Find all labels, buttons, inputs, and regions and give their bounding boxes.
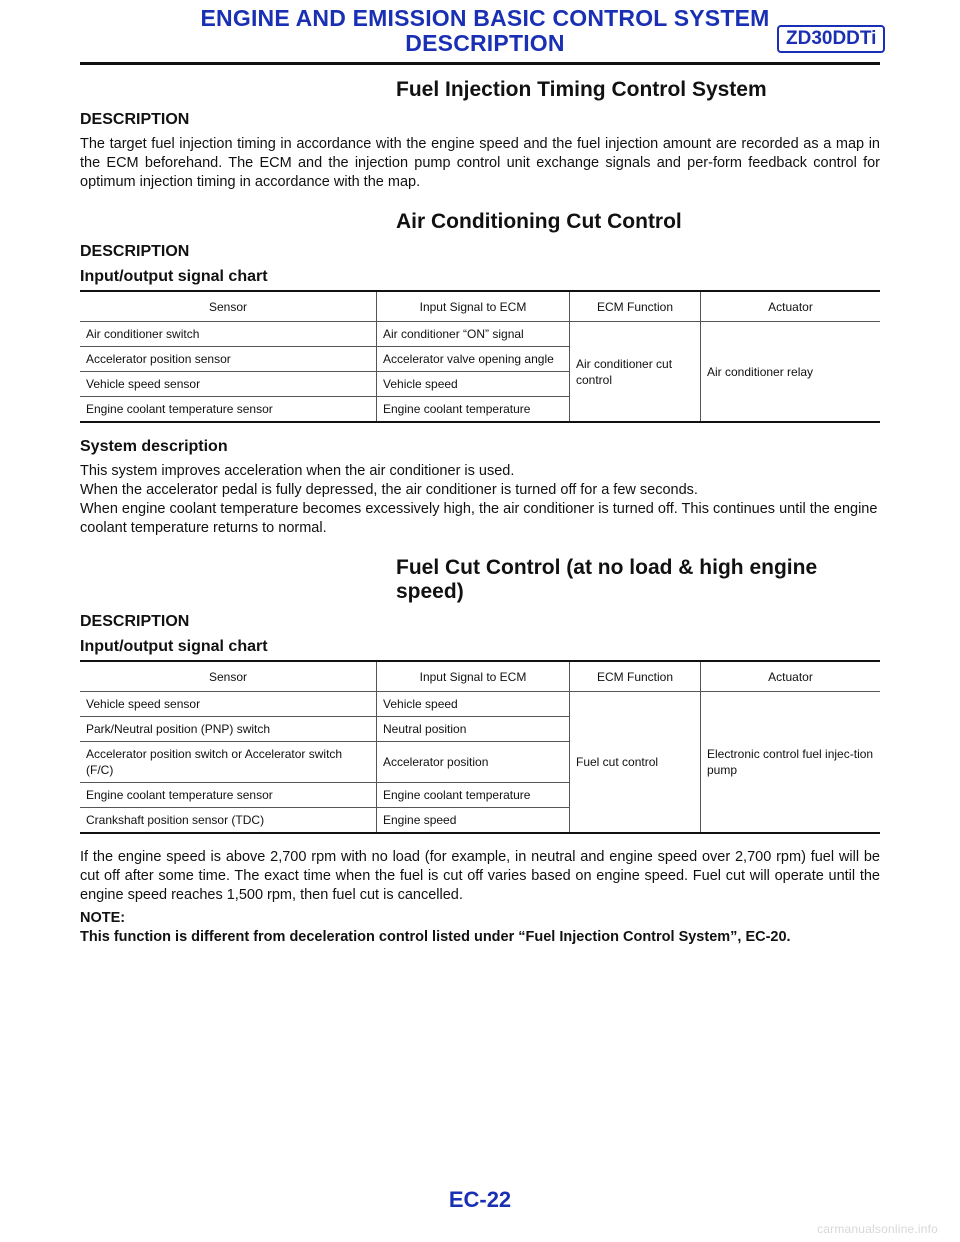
note-text: This function is different from deceleration control listed under “Fuel Injection Control System”, EC-20. xyxy=(80,929,791,945)
input-signal-cell: Accelerator valve opening angle xyxy=(377,347,570,372)
table-row xyxy=(80,322,880,347)
fuel-cut-signal-table xyxy=(80,660,880,834)
description-heading: DESCRIPTION xyxy=(80,243,190,260)
actuator-cell: Air conditioner relay xyxy=(701,322,881,423)
page-header xyxy=(0,0,960,64)
system-description-heading: System description xyxy=(80,438,228,455)
header-title-line1: ENGINE AND EMISSION BASIC CONTROL SYSTEM xyxy=(200,5,770,31)
description-heading: DESCRIPTION xyxy=(80,613,190,630)
column-header-sensor: Sensor xyxy=(80,291,377,322)
ecm-function-cell: Fuel cut control xyxy=(570,692,701,834)
section-title-air-conditioning-cut: Air Conditioning Cut Control xyxy=(396,210,682,233)
sensor-cell: Air conditioner switch xyxy=(80,322,377,347)
column-header-actuator: Actuator xyxy=(701,291,881,322)
sensor-cell: Park/Neutral position (PNP) switch xyxy=(80,717,377,742)
table-header-row xyxy=(80,661,880,692)
sensor-cell: Accelerator position switch or Accelerator switch (F/C) xyxy=(80,742,377,783)
sensor-cell: Engine coolant temperature sensor xyxy=(80,783,377,808)
input-signal-cell: Engine coolant temperature xyxy=(377,783,570,808)
table-header-row xyxy=(80,291,880,322)
input-signal-cell: Air conditioner “ON” signal xyxy=(377,322,570,347)
fuel-cut-body-text: If the engine speed is above 2,700 rpm with no load (for example, in neutral and engine speed over 2,700 rpm) fuel will be cut off after some time. The exact time when the fuel is cut off varies based on engine speed. Fuel cut will operate until the engine speed reaches 1,500 rpm, then fuel cut is cancelled. xyxy=(80,849,880,903)
column-header-sensor: Sensor xyxy=(80,661,377,692)
ac-cut-signal-table xyxy=(80,290,880,423)
column-header-ecm-function: ECM Function xyxy=(570,291,701,322)
engine-model-badge: ZD30DDTi xyxy=(777,25,885,53)
fuel-injection-timing-description: The target fuel injection timing in accordance with the engine speed and the fuel injection amount are recorded as a map in the ECM beforehand. The ECM and the injection pump control unit exchange signals and per-form feedback control for optimum injection timing in accordance with the map. xyxy=(80,136,880,190)
input-signal-cell: Engine coolant temperature xyxy=(377,397,570,423)
column-header-input-signal: Input Signal to ECM xyxy=(377,291,570,322)
input-signal-cell: Neutral position xyxy=(377,717,570,742)
sensor-cell: Vehicle speed sensor xyxy=(80,372,377,397)
watermark: carmanualsonline.info xyxy=(817,1222,938,1236)
header-title-line2: DESCRIPTION xyxy=(405,30,565,56)
system-description-line: This system improves acceleration when the air conditioner is used. xyxy=(80,463,515,479)
header-divider xyxy=(80,62,880,65)
column-header-ecm-function: ECM Function xyxy=(570,661,701,692)
section-title-fuel-cut xyxy=(80,556,880,604)
page-number: EC-22 xyxy=(448,1187,512,1212)
section-title-fuel-injection-timing: Fuel Injection Timing Control System xyxy=(396,78,767,101)
header-title xyxy=(200,6,770,56)
input-signal-cell: Vehicle speed xyxy=(377,692,570,717)
input-signal-cell: Accelerator position xyxy=(377,742,570,783)
input-signal-cell: Engine speed xyxy=(377,808,570,834)
page-content xyxy=(80,78,880,947)
sensor-cell: Engine coolant temperature sensor xyxy=(80,397,377,423)
description-heading: DESCRIPTION xyxy=(80,111,190,128)
system-description-line: When engine coolant temperature becomes excessively high, the air conditioner is turned off. This continues until the engine coolant temperature returns to normal. xyxy=(80,501,878,536)
ecm-function-cell: Air conditioner cut control xyxy=(570,322,701,423)
chart-heading: Input/output signal chart xyxy=(80,638,268,655)
column-header-actuator: Actuator xyxy=(701,661,881,692)
sensor-cell: Crankshaft position sensor (TDC) xyxy=(80,808,377,834)
section-title-line2: speed) xyxy=(396,580,464,603)
column-header-input-signal: Input Signal to ECM xyxy=(377,661,570,692)
system-description-line: When the accelerator pedal is fully depressed, the air conditioner is turned off for a few seconds. xyxy=(80,482,698,498)
section-title-line1: Fuel Cut Control (at no load & high engine xyxy=(396,556,818,579)
actuator-cell: Electronic control fuel injec-tion pump xyxy=(701,692,881,834)
note-label: NOTE: xyxy=(80,910,126,926)
sensor-cell: Vehicle speed sensor xyxy=(80,692,377,717)
table-row xyxy=(80,692,880,717)
sensor-cell: Accelerator position sensor xyxy=(80,347,377,372)
input-signal-cell: Vehicle speed xyxy=(377,372,570,397)
chart-heading: Input/output signal chart xyxy=(80,268,268,285)
